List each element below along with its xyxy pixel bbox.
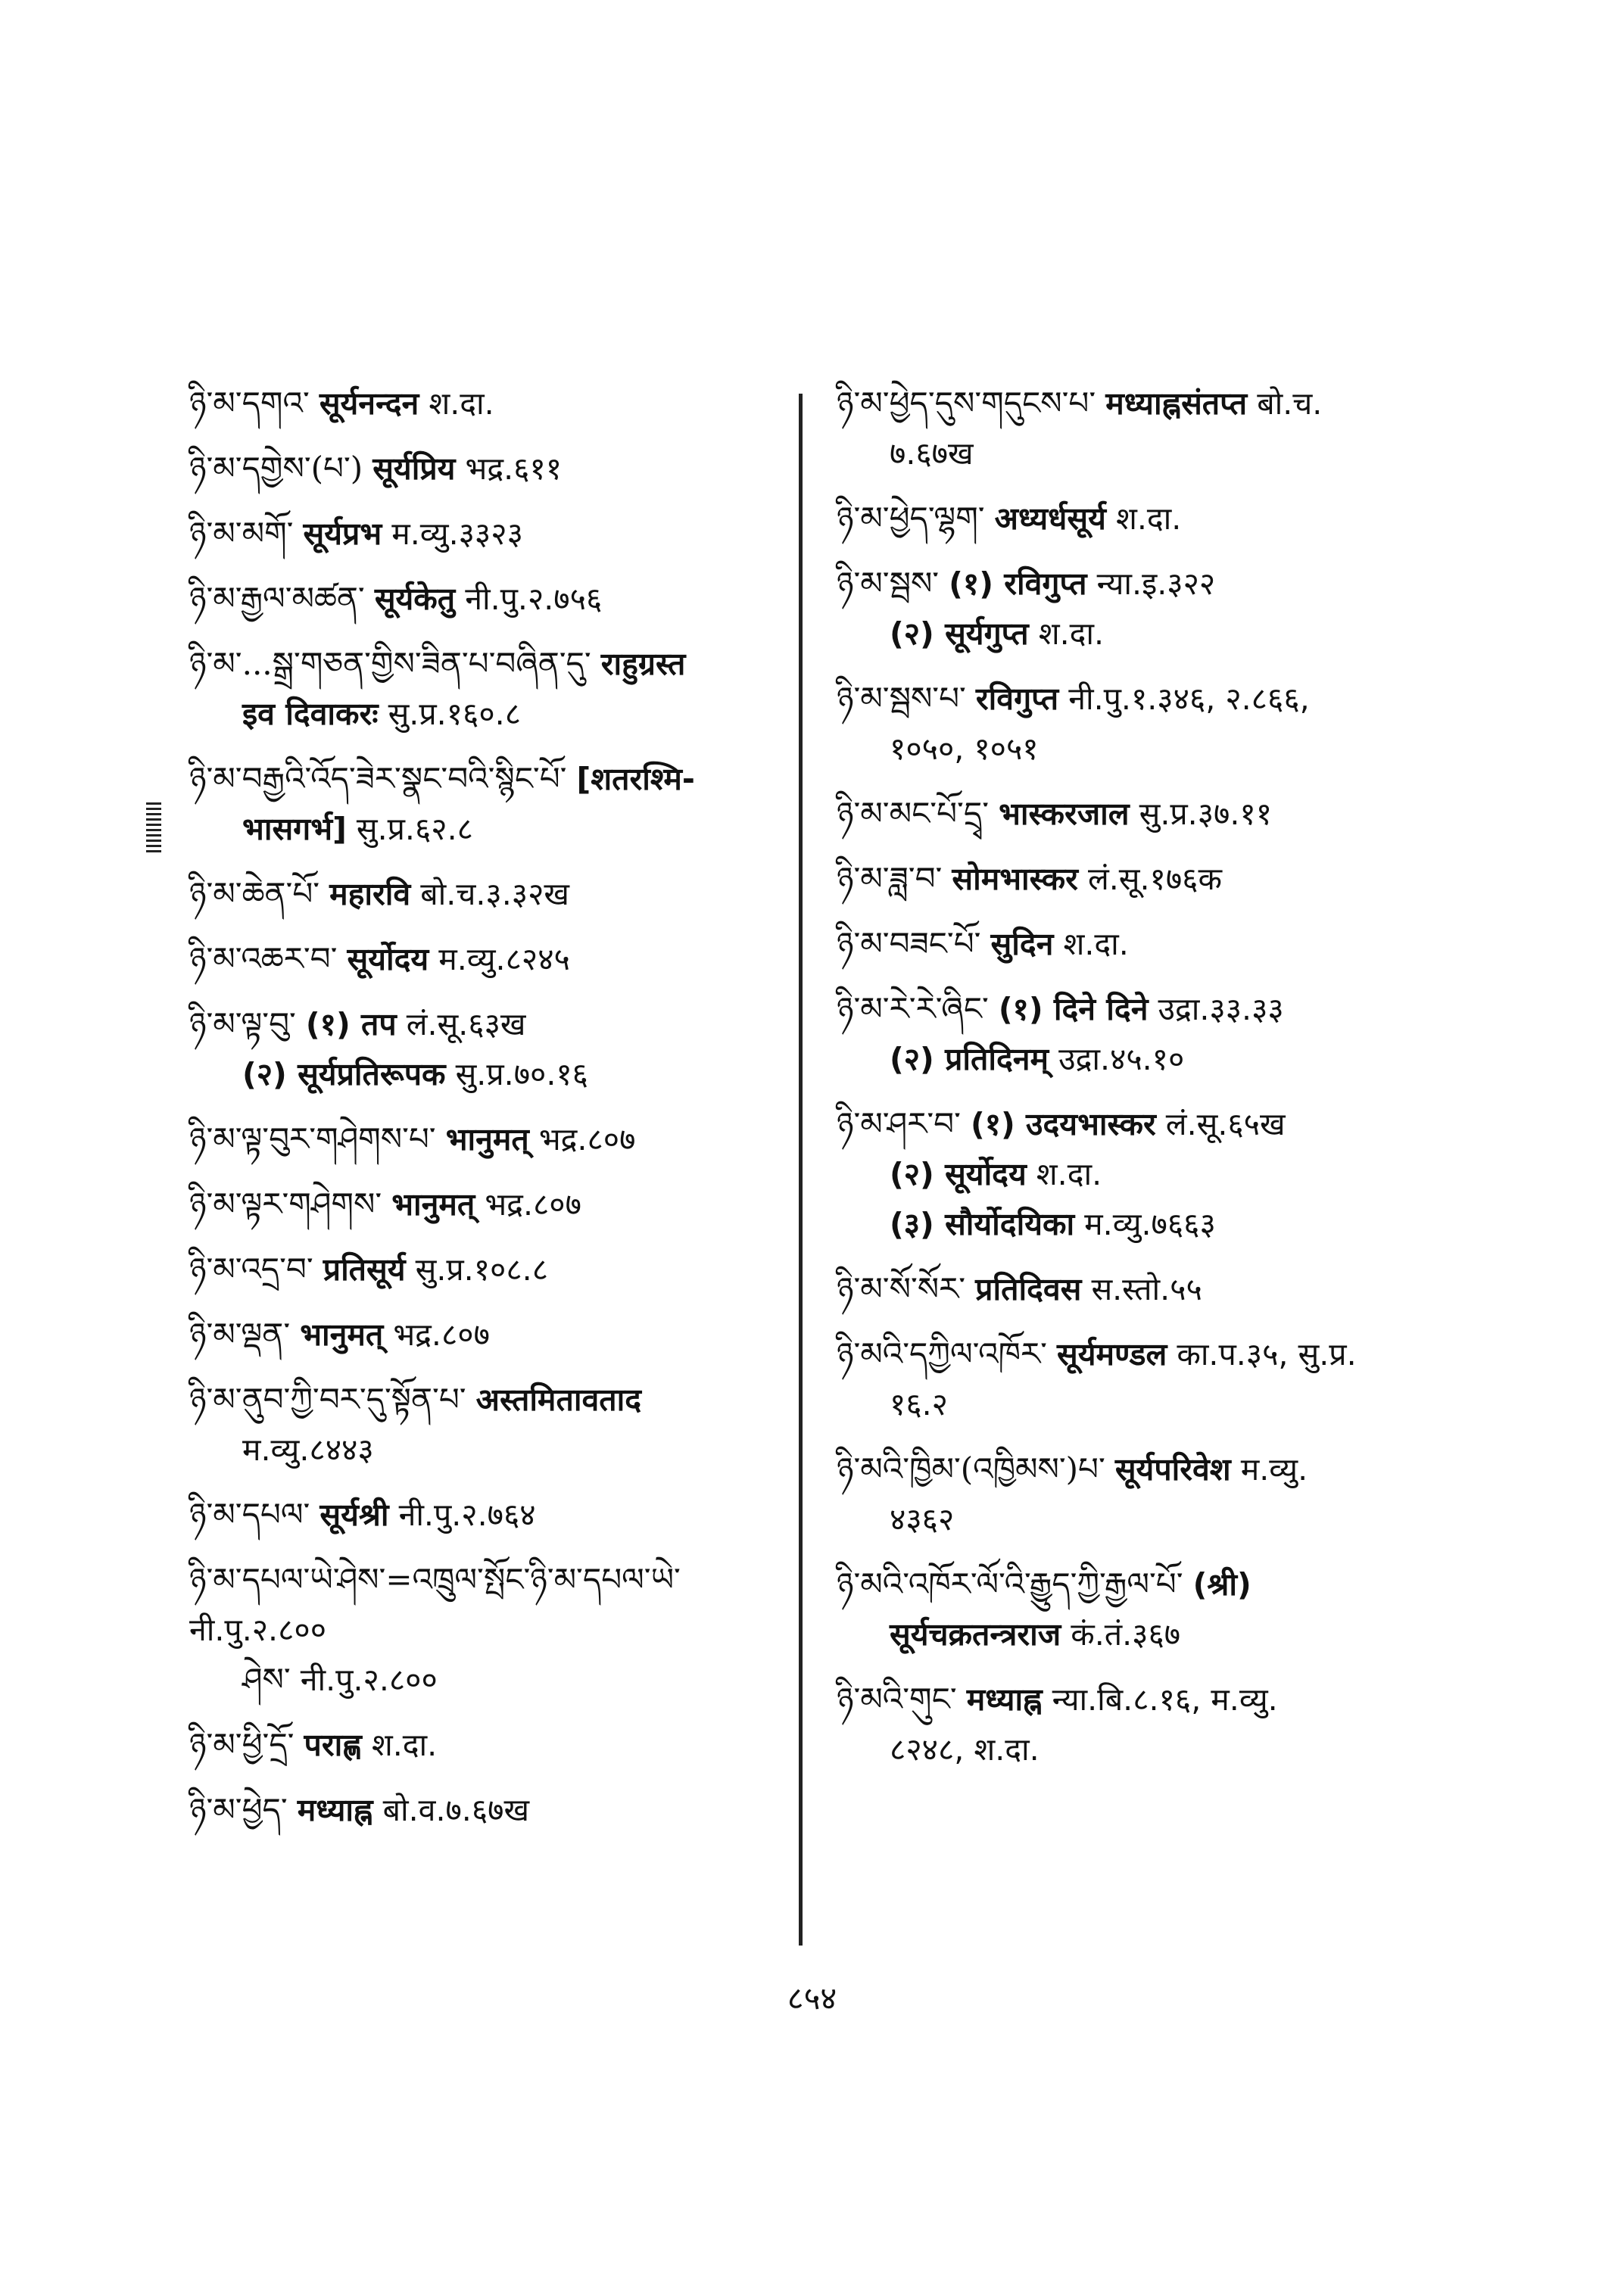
tibetan-term-continued: ཤེས་ [242, 1661, 291, 1698]
reference: न्या.बि.८.१६, म.व्यु. [1052, 1681, 1278, 1718]
dictionary-entry [189, 999, 810, 1099]
sanskrit-term: राहुग्रस्त [600, 646, 686, 682]
dictionary-entry [837, 984, 1488, 1084]
dictionary-entry [189, 509, 810, 559]
reference: सु.प्र.१०८.८ [415, 1251, 549, 1288]
reference: भद्र.८०७ [393, 1316, 490, 1353]
tibetan-term: ཉི་མ་མང་པོ་དྲྭ་ [837, 795, 990, 832]
dictionary-entry [837, 559, 1488, 659]
tibetan-term: ཉི་མ་བཟང་པོ་ [837, 925, 981, 962]
sanskrit-term: अस्तमितावताद [475, 1382, 641, 1418]
sanskrit-term: मध्याह्न [297, 1792, 373, 1828]
reference: ७.६७ख [890, 435, 974, 472]
reference: नी.पु.२.८०० [189, 1612, 327, 1648]
tibetan-term: ཉི་མ་ནུབ་ཀྱི་བར་དུ་སྟོན་པ་ [189, 1381, 466, 1418]
sanskrit-term: (१) उदयभास्कर [970, 1106, 1156, 1142]
sanskrit-term: पराह्ण [304, 1727, 362, 1763]
sanskrit-term: अध्यर्धसूर्य [994, 500, 1106, 537]
tibetan-term: ཉི་མ་དཔལ་ཡེ་ཤེས་=འཁྲུལ་སྤོང་ཉི་མ་དཔལ་ཡེ་ [189, 1561, 681, 1598]
reference: सु.प्र.३७.११ [1139, 796, 1273, 832]
right-column [837, 379, 1488, 1790]
dictionary-entry [189, 379, 810, 428]
sanskrit-term-continued: इव दिवाकरः [242, 696, 379, 732]
reference: श.दा. [1036, 1156, 1102, 1192]
sanskrit-term: महारवि [329, 876, 411, 912]
sanskrit-term: (१) तप [305, 1006, 397, 1042]
reference: श.दा. [1115, 500, 1182, 537]
tibetan-term: ཉི་མ་ཕྱེད་དུས་གདུངས་པ་ [837, 385, 1096, 422]
tibetan-term: ཉི་མའི་དཀྱིལ་འཁོར་ [837, 1335, 1047, 1372]
page-number: ८५४ [787, 1980, 837, 2017]
tibetan-term: ཉི་མ་རེ་རེ་ཞིང་ [837, 990, 989, 1027]
reference: नी.पु.२.७६४ [398, 1497, 536, 1533]
dictionary-entry [837, 379, 1488, 478]
sanskrit-term: सूर्यप्रिय [372, 450, 456, 487]
tibetan-term: ཉི་མ་མགོ་ [189, 515, 294, 552]
sanskrit-term: भास्करजाल [999, 796, 1130, 832]
dictionary-entry [189, 1785, 810, 1835]
column-divider [799, 394, 803, 1946]
sanskrit-term: सूर्यश्री [320, 1497, 389, 1533]
sanskrit-term: [शतरश्मि- [576, 761, 695, 797]
sanskrit-term: सूर्यमण्डल [1057, 1336, 1167, 1372]
dictionary-entry [837, 1559, 1488, 1659]
reference: बो.च. [1257, 385, 1323, 422]
tibetan-term: ཉི་མ་...སྒྲ་གཅན་གྱིས་ཟིན་པ་བཞིན་དུ་ [189, 645, 591, 682]
sanskrit-term: रविगुप्त [975, 681, 1059, 717]
dictionary-entry [837, 674, 1488, 774]
reference: ८२४८, श.दा. [890, 1731, 1040, 1768]
dictionary-entry [189, 1375, 810, 1475]
dictionary-entry [189, 574, 810, 624]
reference: लं.सू.१७६क [1087, 861, 1222, 897]
reference: १६.२ [890, 1386, 948, 1422]
reference: नी.पु.२.८०० [300, 1662, 438, 1698]
tibetan-term: ཉི་མ་དཔལ་ [189, 1496, 310, 1533]
tibetan-term: ཉི་མ་ཕྱེད་ [189, 1791, 288, 1828]
reference: का.प.३५, सु.प्र. [1177, 1336, 1357, 1372]
dictionary-entry [189, 1114, 810, 1164]
sanskrit-term: सोमभास्कर [952, 861, 1078, 897]
sanskrit-term: मध्याह्नसंतप्त [1105, 385, 1248, 422]
reference: सु.प्र.७०.१६ [455, 1056, 589, 1092]
tibetan-term: ཉི་མ་ཤར་བ་ [837, 1105, 961, 1142]
reference: बो.च.३.३२ख [420, 876, 569, 912]
sub-sense [837, 609, 1488, 659]
dictionary-entry [189, 1490, 810, 1540]
reference: न्या.इ.३२२ [1096, 565, 1216, 602]
tibetan-term: ཉི་མ་ཕྱི་དྲོ་ [189, 1726, 295, 1763]
tibetan-term: ཉི་མ་ལྡན་ [189, 1316, 291, 1353]
tibetan-term: ཉི་མ་སོ་སོར་ [837, 1270, 966, 1307]
reference: १०५०, १०५१ [890, 731, 1039, 767]
left-column [189, 379, 810, 1850]
reference: श.दा. [1038, 615, 1105, 652]
sanskrit-term: सुदिन [990, 926, 1054, 962]
tibetan-term: ཉི་མ་ལྟར་གཤེགས་ [189, 1185, 382, 1223]
reference: श.दा. [429, 385, 494, 422]
margin-mark [146, 802, 161, 855]
dictionary-entry [837, 1264, 1488, 1314]
dictionary-entry [189, 754, 810, 854]
tibetan-term: ཉི་མ་འདྲ་བ་ [189, 1251, 313, 1288]
dictionary-entry [189, 444, 810, 494]
dictionary-entry [189, 1555, 810, 1705]
sanskrit-term: मध्याह्न [966, 1681, 1043, 1718]
reference: म.व्यु.३३२३ [391, 516, 523, 552]
sanskrit-term-continued: सूर्यचक्रतन्त्रराज [890, 1616, 1061, 1653]
sub-sense [837, 1149, 1488, 1199]
tibetan-term: ཉི་མ་སྦས་པ་ [837, 680, 966, 717]
reference: ४३६२ [890, 1501, 955, 1537]
reference: भद्र.८०७ [485, 1186, 581, 1223]
reference: उद्रा.४५.१० [1058, 1041, 1185, 1077]
sanskrit-term: भानुमत् [445, 1121, 529, 1157]
dictionary-entry [189, 639, 810, 739]
sub-sense [837, 1034, 1488, 1084]
sanskrit-term: सूर्यप्रभ [303, 516, 382, 552]
tibetan-term: ཉི་མ་རྒྱལ་མཚན་ [189, 580, 365, 617]
reference: नी.पु.२.७५६ [465, 581, 603, 617]
sanskrit-term: (१) दिने दिने [998, 991, 1149, 1027]
reference: भद्र.८०७ [538, 1121, 636, 1157]
tibetan-term: ཉི་མ་ཕྱེད་ལྷག་ [837, 500, 985, 537]
dictionary-entry [837, 494, 1488, 544]
reference: म.व्यु.८४४३ [242, 1432, 374, 1468]
tibetan-term: ཉི་མ་དགའ་ [189, 385, 310, 422]
tibetan-term: ཉི་མ་ཆེན་པོ་ [189, 875, 320, 912]
dictionary-entry [189, 1179, 810, 1229]
reference: म.व्यु. [1240, 1451, 1308, 1488]
dictionary-entry [189, 1720, 810, 1770]
tibetan-term: ཉི་མ་དགྱེས་(པ་) [189, 450, 363, 487]
sanskrit-term: प्रतिदिवस [975, 1271, 1082, 1307]
sanskrit-term: (२) सूर्योदय [890, 1156, 1027, 1192]
tibetan-term: ཉི་མ་བརྒྱའི་འོད་ཟེར་སྣང་བའི་སྙིང་པོ་ [189, 760, 567, 797]
sanskrit-term: (३) सौर्योदयिका [890, 1206, 1075, 1242]
dictionary-entry [837, 1099, 1488, 1249]
tibetan-term: ཉི་མའི་འཁོར་ལོ་འི་རྒྱུད་ཀྱི་རྒྱལ་པོ་ [837, 1566, 1183, 1603]
reference: सु.प्र.६२.८ [356, 811, 473, 847]
sanskrit-term: सूर्यकेतु [374, 581, 456, 617]
reference: स.स्तो.५५ [1091, 1271, 1202, 1307]
reference: लं.सू.६३ख [406, 1006, 526, 1042]
reference: श.दा. [1063, 926, 1129, 962]
tibetan-term: ཉི་མ་འཆར་བ་ [189, 940, 338, 977]
dictionary-entry [189, 934, 810, 984]
sanskrit-term-continued: भासगर्भ] [242, 811, 347, 847]
sanskrit-term: (२) सूर्यगुप्त [890, 615, 1029, 652]
dictionary-entry [837, 789, 1488, 839]
tibetan-term: ཉི་མ་ཟླ་བ་ [837, 860, 943, 897]
reference: भद्र.६११ [465, 450, 563, 487]
dictionary-entry [837, 919, 1488, 969]
dictionary-entry [189, 1310, 810, 1360]
dictionary-entry [837, 1329, 1488, 1429]
tibetan-term: ཉི་མའི་གུང་ [837, 1681, 957, 1718]
sanskrit-term: (२) सूर्यप्रतिरूपक [242, 1056, 446, 1092]
sanskrit-term: (१) रविगुप्त [949, 565, 1087, 602]
dictionary-entry [837, 1444, 1488, 1544]
sanskrit-term: भानुमत् [300, 1316, 384, 1353]
reference: नी.पु.१.३४६, २.८६६, [1068, 681, 1310, 717]
sanskrit-term: भानुमत् [391, 1186, 475, 1223]
sanskrit-term: (२) प्रतिदिनम् [890, 1041, 1049, 1077]
sub-sense [837, 1199, 1488, 1249]
sanskrit-term: सूर्यनन्दन [319, 385, 419, 422]
sanskrit-term: प्रतिसूर्य [323, 1251, 406, 1288]
dictionary-entry [189, 869, 810, 919]
sanskrit-term: सूर्योदय [347, 941, 429, 977]
tibetan-term: ཉི་མ་ལྟ་བུ་ [189, 1005, 296, 1042]
reference: लं.सू.६५ख [1165, 1106, 1286, 1142]
dictionary-entry [189, 1245, 810, 1294]
reference: बो.व.७.६७ख [382, 1792, 530, 1828]
dictionary-entry [837, 1675, 1488, 1774]
sanskrit-term: सूर्यपरिवेश [1114, 1451, 1231, 1488]
reference: म.व्यु.८२४५ [438, 941, 570, 977]
reference: सु.प्र.१६०.८ [388, 696, 522, 732]
reference: म.व्यु.७६६३ [1084, 1206, 1216, 1242]
sub-sense [189, 1049, 810, 1099]
tibetan-term: ཉི་མའི་ཁྱིམ་(འཁྱིམས་)པ་ [837, 1450, 1105, 1488]
reference: उद्रा.३३.३३ [1158, 991, 1284, 1027]
tibetan-term: ཉི་མ་སྦས་ [837, 565, 940, 602]
tibetan-term: ཉི་མ་ལྟ་བུར་གཤེགས་པ་ [189, 1120, 436, 1157]
reference: कं.तं.३६७ [1071, 1616, 1181, 1653]
sanskrit-term: (श्री) [1192, 1566, 1252, 1603]
reference: श.दा. [371, 1727, 438, 1763]
dictionary-entry [837, 854, 1488, 904]
